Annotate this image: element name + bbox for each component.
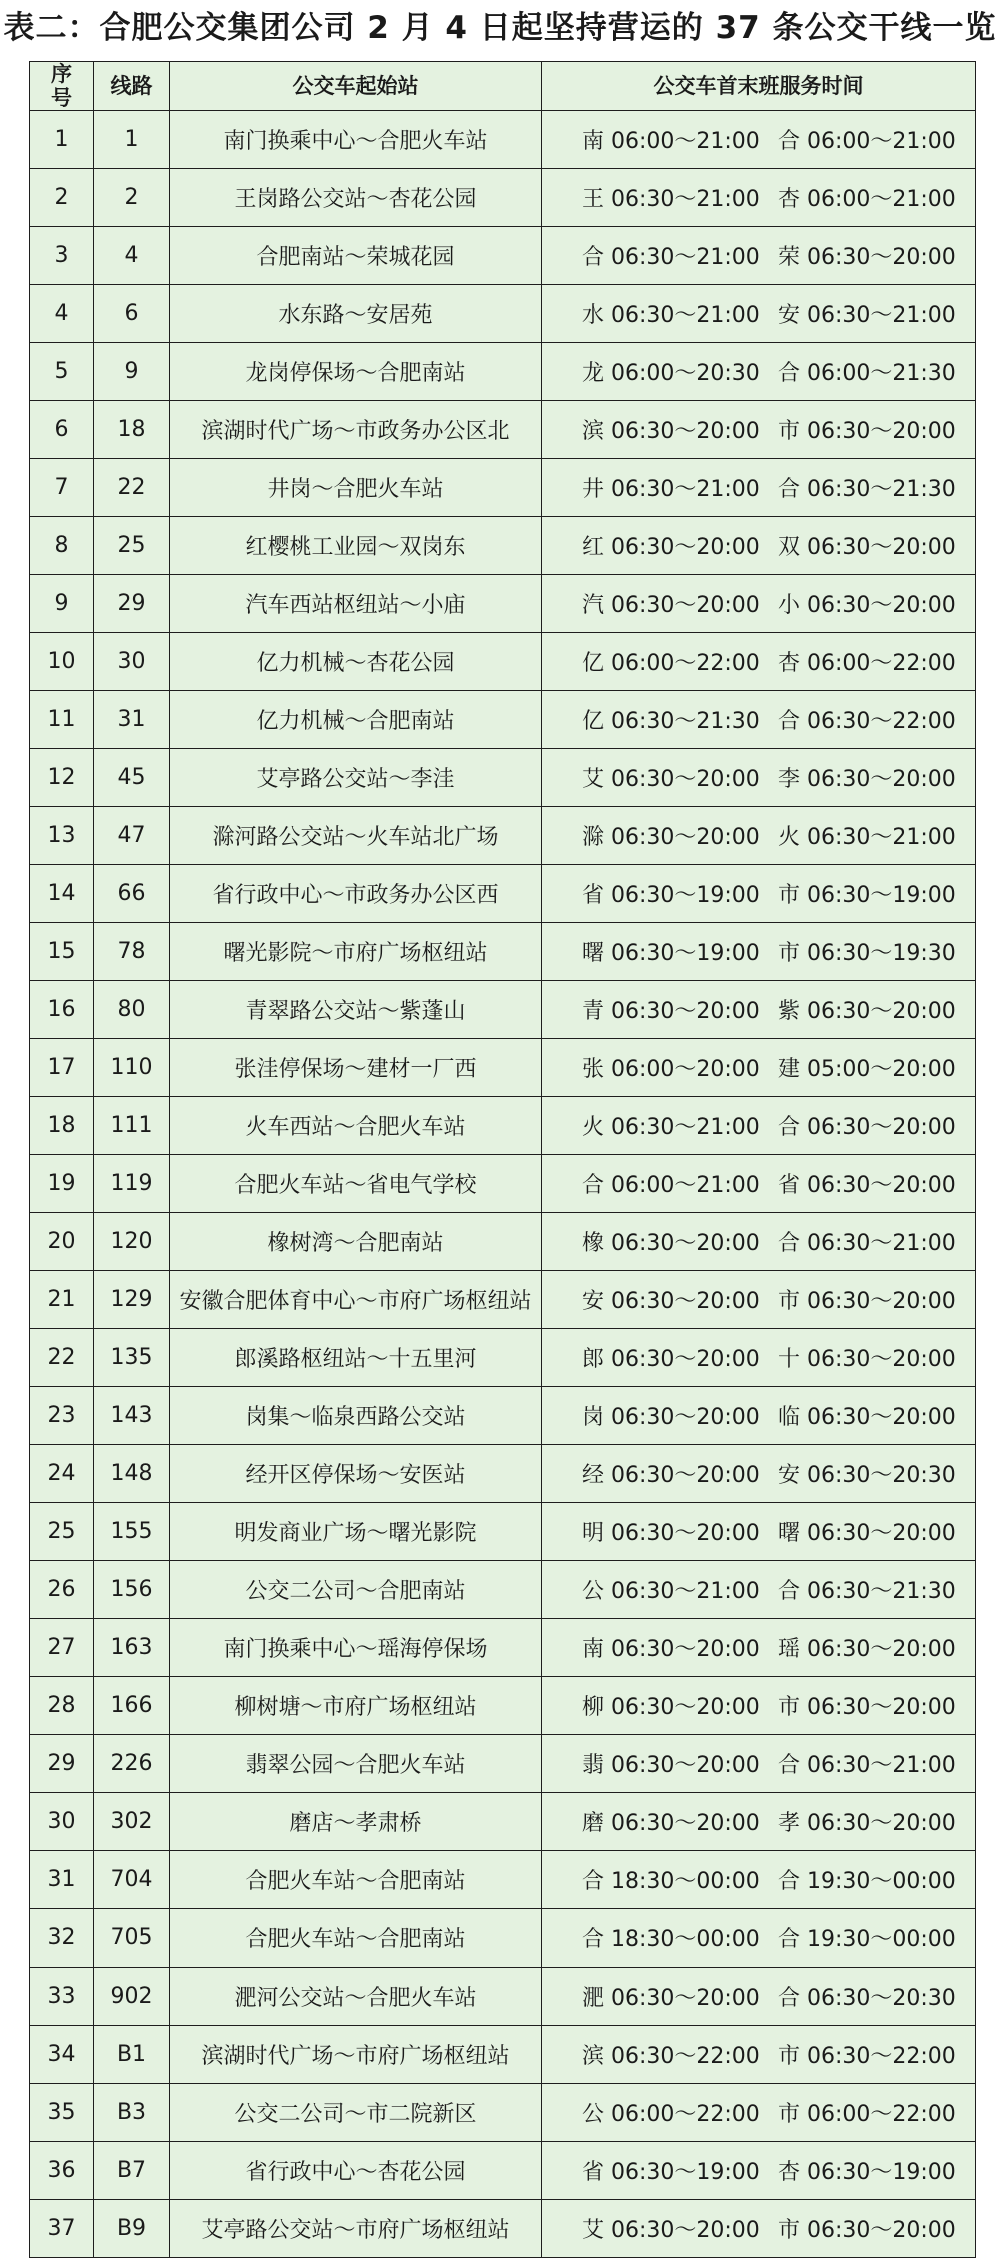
cell-no: 32 <box>30 1909 94 1967</box>
cell-line: 78 <box>94 923 170 981</box>
time-first-terminal: 亿 06:30～21:30 <box>582 709 760 735</box>
time-second-terminal: 合 06:30～20:30 <box>778 1985 956 2011</box>
time-first-terminal: 水 06:30～21:00 <box>582 303 760 329</box>
time-second-terminal: 荣 06:30～20:00 <box>778 245 956 271</box>
cell-time <box>542 2025 976 2083</box>
cell-time <box>542 343 976 401</box>
cell-no: 19 <box>30 1155 94 1213</box>
cell-no: 2 <box>30 169 94 227</box>
time-second-terminal: 小 06:30～20:00 <box>778 593 956 619</box>
time-second-terminal: 杏 06:00～22:00 <box>778 651 956 677</box>
time-second-terminal: 市 06:30～19:00 <box>778 883 956 909</box>
time-first-terminal: 明 06:30～20:00 <box>582 1521 760 1547</box>
table-row <box>30 401 976 459</box>
time-first-terminal: 艾 06:30～20:00 <box>582 767 760 793</box>
cell-route: 艾亭路公交站～市府广场枢纽站 <box>170 2199 542 2257</box>
cell-line: 163 <box>94 1619 170 1677</box>
time-second-terminal: 紫 06:30～20:00 <box>778 999 956 1025</box>
cell-no: 7 <box>30 459 94 517</box>
time-first-terminal: 岗 06:30～20:00 <box>582 1405 760 1431</box>
time-second-terminal: 市 06:30～22:00 <box>778 2043 956 2069</box>
cell-route: 张洼停保场～建材一厂西 <box>170 1039 542 1097</box>
time-first-terminal: 合 18:30～00:00 <box>582 1869 760 1895</box>
table-row <box>30 981 976 1039</box>
time-first-terminal: 磨 06:30～20:00 <box>582 1811 760 1837</box>
time-first-terminal: 省 06:30～19:00 <box>582 2159 760 2185</box>
cell-route: 岗集～临泉西路公交站 <box>170 1387 542 1445</box>
table-row <box>30 459 976 517</box>
cell-line: 119 <box>94 1155 170 1213</box>
cell-line: 66 <box>94 865 170 923</box>
cell-time <box>542 2199 976 2257</box>
cell-line: 704 <box>94 1851 170 1909</box>
cell-time <box>542 923 976 981</box>
cell-no: 21 <box>30 1271 94 1329</box>
time-first-terminal: 滨 06:30～20:00 <box>582 419 760 445</box>
table-row <box>30 343 976 401</box>
table-row <box>30 923 976 981</box>
bus-line-table <box>29 61 976 2258</box>
cell-no: 35 <box>30 2083 94 2141</box>
cell-no: 26 <box>30 1561 94 1619</box>
cell-route: 合肥火车站～省电气学校 <box>170 1155 542 1213</box>
time-first-terminal: 省 06:30～19:00 <box>582 883 760 909</box>
time-first-terminal: 翡 06:30～20:00 <box>582 1753 760 1779</box>
table-row <box>30 1271 976 1329</box>
cell-line: B1 <box>94 2025 170 2083</box>
cell-time <box>542 865 976 923</box>
cell-line: B9 <box>94 2199 170 2257</box>
time-second-terminal: 市 06:30～20:00 <box>778 1695 956 1721</box>
time-second-terminal: 建 05:00～20:00 <box>778 1057 956 1083</box>
time-second-terminal: 省 06:30～20:00 <box>778 1173 956 1199</box>
page-title: 表二：合肥公交集团公司 2 月 4 日起坚持营运的 37 条公交干线一览 <box>3 10 997 46</box>
cell-line: 4 <box>94 227 170 285</box>
cell-time <box>542 2141 976 2199</box>
cell-line: 166 <box>94 1677 170 1735</box>
cell-time <box>542 749 976 807</box>
time-first-terminal: 柳 06:30～20:00 <box>582 1695 760 1721</box>
time-second-terminal: 曙 06:30～20:00 <box>778 1521 956 1547</box>
header-line: 线路 <box>94 62 170 111</box>
time-second-terminal: 合 06:30～20:00 <box>778 1115 956 1141</box>
cell-no: 6 <box>30 401 94 459</box>
cell-route: 艾亭路公交站～李洼 <box>170 749 542 807</box>
cell-line: 902 <box>94 1967 170 2025</box>
time-first-terminal: 火 06:30～21:00 <box>582 1115 760 1141</box>
time-first-terminal: 张 06:00～20:00 <box>582 1057 760 1083</box>
table-row <box>30 1213 976 1271</box>
table-row <box>30 1735 976 1793</box>
cell-time <box>542 1503 976 1561</box>
time-first-terminal: 亿 06:00～22:00 <box>582 651 760 677</box>
cell-line: 135 <box>94 1329 170 1387</box>
cell-line: 45 <box>94 749 170 807</box>
cell-time <box>542 459 976 517</box>
cell-time <box>542 1619 976 1677</box>
cell-time <box>542 1155 976 1213</box>
time-second-terminal: 双 06:30～20:00 <box>778 535 956 561</box>
time-second-terminal: 李 06:30～20:00 <box>778 767 956 793</box>
table-row <box>30 2141 976 2199</box>
cell-no: 3 <box>30 227 94 285</box>
cell-route: 曙光影院～市府广场枢纽站 <box>170 923 542 981</box>
cell-no: 31 <box>30 1851 94 1909</box>
table-row <box>30 633 976 691</box>
cell-no: 25 <box>30 1503 94 1561</box>
cell-route: 柳树塘～市府广场枢纽站 <box>170 1677 542 1735</box>
cell-no: 29 <box>30 1735 94 1793</box>
cell-time <box>542 111 976 169</box>
time-second-terminal: 合 06:30～21:00 <box>778 1231 956 1257</box>
table-row <box>30 1677 976 1735</box>
time-second-terminal: 市 06:30～20:00 <box>778 419 956 445</box>
cell-route: 红樱桃工业园～双岗东 <box>170 517 542 575</box>
cell-route: 经开区停保场～安医站 <box>170 1445 542 1503</box>
cell-route: 公交二公司～市二院新区 <box>170 2083 542 2141</box>
cell-time <box>542 227 976 285</box>
cell-time <box>542 1909 976 1967</box>
cell-route: 王岗路公交站～杏花公园 <box>170 169 542 227</box>
cell-line: 120 <box>94 1213 170 1271</box>
time-first-terminal: 合 18:30～00:00 <box>582 1927 760 1953</box>
table-row <box>30 1503 976 1561</box>
cell-route: 翡翠公园～合肥火车站 <box>170 1735 542 1793</box>
cell-time <box>542 1271 976 1329</box>
cell-line: B7 <box>94 2141 170 2199</box>
time-second-terminal: 瑶 06:30～20:00 <box>778 1637 956 1663</box>
table-row <box>30 1967 976 2025</box>
table-row <box>30 1793 976 1851</box>
cell-route: 郎溪路枢纽站～十五里河 <box>170 1329 542 1387</box>
table-row <box>30 807 976 865</box>
time-first-terminal: 安 06:30～20:00 <box>582 1289 760 1315</box>
cell-line: 705 <box>94 1909 170 1967</box>
cell-no: 11 <box>30 691 94 749</box>
cell-time <box>542 691 976 749</box>
table-header <box>30 62 976 111</box>
time-first-terminal: 橡 06:30～20:00 <box>582 1231 760 1257</box>
cell-time <box>542 2083 976 2141</box>
time-first-terminal: 郎 06:30～20:00 <box>582 1347 760 1373</box>
time-second-terminal: 合 06:30～21:00 <box>778 1753 956 1779</box>
time-first-terminal: 青 06:30～20:00 <box>582 999 760 1025</box>
cell-time <box>542 1735 976 1793</box>
cell-line: 2 <box>94 169 170 227</box>
table-row <box>30 1445 976 1503</box>
cell-line: 22 <box>94 459 170 517</box>
cell-time <box>542 1851 976 1909</box>
cell-no: 37 <box>30 2199 94 2257</box>
cell-line: 148 <box>94 1445 170 1503</box>
time-first-terminal: 龙 06:00～20:30 <box>582 361 760 387</box>
cell-line: 25 <box>94 517 170 575</box>
cell-time <box>542 1793 976 1851</box>
cell-route: 公交二公司～合肥南站 <box>170 1561 542 1619</box>
cell-no: 16 <box>30 981 94 1039</box>
cell-time <box>542 1561 976 1619</box>
cell-line: 30 <box>94 633 170 691</box>
time-first-terminal: 红 06:30～20:00 <box>582 535 760 561</box>
cell-time <box>542 1967 976 2025</box>
time-second-terminal: 合 06:30～21:30 <box>778 477 956 503</box>
cell-line: 156 <box>94 1561 170 1619</box>
cell-route: 南门换乘中心～合肥火车站 <box>170 111 542 169</box>
table-row <box>30 169 976 227</box>
cell-line: B3 <box>94 2083 170 2141</box>
cell-route: 橡树湾～合肥南站 <box>170 1213 542 1271</box>
table-row <box>30 517 976 575</box>
table-row <box>30 1909 976 1967</box>
time-second-terminal: 杏 06:00～21:00 <box>778 187 956 213</box>
cell-no: 10 <box>30 633 94 691</box>
time-second-terminal: 合 06:00～21:00 <box>778 129 956 154</box>
cell-no: 24 <box>30 1445 94 1503</box>
cell-time <box>542 1039 976 1097</box>
cell-no: 8 <box>30 517 94 575</box>
time-first-terminal: 滨 06:30～22:00 <box>582 2043 760 2069</box>
time-second-terminal: 市 06:30～19:30 <box>778 941 956 967</box>
cell-line: 1 <box>94 111 170 169</box>
table-row <box>30 1851 976 1909</box>
table-row <box>30 1097 976 1155</box>
cell-route: 火车西站～合肥火车站 <box>170 1097 542 1155</box>
time-second-terminal: 合 06:30～21:30 <box>778 1579 956 1605</box>
cell-no: 5 <box>30 343 94 401</box>
cell-time <box>542 169 976 227</box>
cell-route: 亿力机械～杏花公园 <box>170 633 542 691</box>
cell-line: 6 <box>94 285 170 343</box>
time-first-terminal: 曙 06:30～19:00 <box>582 941 760 967</box>
cell-no: 12 <box>30 749 94 807</box>
cell-line: 18 <box>94 401 170 459</box>
cell-route: 南门换乘中心～瑶海停保场 <box>170 1619 542 1677</box>
time-second-terminal: 合 19:30～00:00 <box>778 1927 956 1953</box>
cell-no: 22 <box>30 1329 94 1387</box>
cell-line: 111 <box>94 1097 170 1155</box>
cell-no: 13 <box>30 807 94 865</box>
cell-no: 1 <box>30 111 94 169</box>
cell-time <box>542 401 976 459</box>
header-no <box>30 62 94 111</box>
table-body <box>30 111 976 2258</box>
time-first-terminal: 南 06:30～20:00 <box>582 1637 760 1663</box>
time-second-terminal: 杏 06:30～19:00 <box>778 2159 956 2185</box>
table-row <box>30 1561 976 1619</box>
time-second-terminal: 十 06:30～20:00 <box>778 1347 956 1373</box>
table-row <box>30 1619 976 1677</box>
time-first-terminal: 淝 06:30～20:00 <box>582 1985 760 2011</box>
cell-no: 30 <box>30 1793 94 1851</box>
time-second-terminal: 合 06:30～22:00 <box>778 709 956 735</box>
cell-route: 合肥火车站～合肥南站 <box>170 1909 542 1967</box>
time-first-terminal: 滁 06:30～20:00 <box>582 825 760 851</box>
cell-no: 17 <box>30 1039 94 1097</box>
cell-route: 水东路～安居苑 <box>170 285 542 343</box>
header-time: 公交车首末班服务时间 <box>542 62 976 111</box>
cell-time <box>542 1387 976 1445</box>
cell-route: 汽车西站枢纽站～小庙 <box>170 575 542 633</box>
cell-time <box>542 285 976 343</box>
time-first-terminal: 公 06:30～21:00 <box>582 1579 760 1605</box>
time-second-terminal: 市 06:30～20:00 <box>778 2217 956 2243</box>
cell-no: 14 <box>30 865 94 923</box>
cell-time <box>542 981 976 1039</box>
cell-route: 龙岗停保场～合肥南站 <box>170 343 542 401</box>
cell-route: 滨湖时代广场～市政务办公区北 <box>170 401 542 459</box>
time-first-terminal: 王 06:30～21:00 <box>582 187 760 213</box>
table-row <box>30 2025 976 2083</box>
time-second-terminal: 孝 06:30～20:00 <box>778 1811 956 1837</box>
cell-time <box>542 575 976 633</box>
cell-line: 302 <box>94 1793 170 1851</box>
cell-time <box>542 1677 976 1735</box>
cell-no: 23 <box>30 1387 94 1445</box>
time-first-terminal: 合 06:30～21:00 <box>582 245 760 271</box>
table-row <box>30 1329 976 1387</box>
table-row <box>30 1039 976 1097</box>
cell-line: 31 <box>94 691 170 749</box>
table-row <box>30 749 976 807</box>
time-second-terminal: 市 06:30～20:00 <box>778 1289 956 1315</box>
cell-no: 36 <box>30 2141 94 2199</box>
cell-line: 226 <box>94 1735 170 1793</box>
time-second-terminal: 合 06:00～21:30 <box>778 361 956 387</box>
cell-line: 110 <box>94 1039 170 1097</box>
header-route: 公交车起始站 <box>170 62 542 111</box>
time-first-terminal: 经 06:30～20:00 <box>582 1463 760 1489</box>
cell-route: 淝河公交站～合肥火车站 <box>170 1967 542 2025</box>
time-first-terminal: 艾 06:30～20:00 <box>582 2217 760 2243</box>
cell-line: 155 <box>94 1503 170 1561</box>
cell-no: 18 <box>30 1097 94 1155</box>
cell-time <box>542 517 976 575</box>
cell-route: 井岗～合肥火车站 <box>170 459 542 517</box>
cell-no: 15 <box>30 923 94 981</box>
cell-route: 合肥火车站～合肥南站 <box>170 1851 542 1909</box>
time-first-terminal: 南 06:00～21:00 <box>582 129 760 154</box>
table-row <box>30 2083 976 2141</box>
cell-no: 4 <box>30 285 94 343</box>
table-row <box>30 285 976 343</box>
cell-time <box>542 1097 976 1155</box>
table-row <box>30 227 976 285</box>
cell-time <box>542 1329 976 1387</box>
table-row <box>30 865 976 923</box>
time-second-terminal: 安 06:30～20:30 <box>778 1463 956 1489</box>
time-first-terminal: 井 06:30～21:00 <box>582 477 760 503</box>
time-second-terminal: 市 06:00～22:00 <box>778 2101 956 2127</box>
cell-route: 滁河路公交站～火车站北广场 <box>170 807 542 865</box>
cell-route: 青翠路公交站～紫蓬山 <box>170 981 542 1039</box>
cell-route: 滨湖时代广场～市府广场枢纽站 <box>170 2025 542 2083</box>
table-row <box>30 575 976 633</box>
time-first-terminal: 公 06:00～22:00 <box>582 2101 760 2127</box>
cell-route: 省行政中心～杏花公园 <box>170 2141 542 2199</box>
cell-line: 129 <box>94 1271 170 1329</box>
cell-route: 磨店～孝肃桥 <box>170 1793 542 1851</box>
cell-no: 20 <box>30 1213 94 1271</box>
cell-route: 省行政中心～市政务办公区西 <box>170 865 542 923</box>
time-second-terminal: 火 06:30～21:00 <box>778 825 956 851</box>
time-second-terminal: 安 06:30～21:00 <box>778 303 956 329</box>
cell-line: 143 <box>94 1387 170 1445</box>
cell-no: 28 <box>30 1677 94 1735</box>
cell-time <box>542 1445 976 1503</box>
cell-no: 34 <box>30 2025 94 2083</box>
cell-line: 9 <box>94 343 170 401</box>
cell-time <box>542 807 976 865</box>
table-row <box>30 1387 976 1445</box>
time-first-terminal: 汽 06:30～20:00 <box>582 593 760 619</box>
cell-time <box>542 1213 976 1271</box>
cell-route: 安徽合肥体育中心～市府广场枢纽站 <box>170 1271 542 1329</box>
cell-time <box>542 633 976 691</box>
cell-route: 亿力机械～合肥南站 <box>170 691 542 749</box>
header-no-label: 序号 <box>51 62 72 110</box>
cell-line: 80 <box>94 981 170 1039</box>
cell-route: 明发商业广场～曙光影院 <box>170 1503 542 1561</box>
cell-no: 33 <box>30 1967 94 2025</box>
cell-no: 9 <box>30 575 94 633</box>
time-first-terminal: 合 06:00～21:00 <box>582 1173 760 1199</box>
cell-line: 47 <box>94 807 170 865</box>
table-row <box>30 691 976 749</box>
time-second-terminal: 临 06:30～20:00 <box>778 1405 956 1431</box>
table-row <box>30 2199 976 2257</box>
cell-route: 合肥南站～荣城花园 <box>170 227 542 285</box>
cell-line: 29 <box>94 575 170 633</box>
table-row <box>30 111 976 169</box>
cell-no: 27 <box>30 1619 94 1677</box>
table-row <box>30 1155 976 1213</box>
time-second-terminal: 合 19:30～00:00 <box>778 1869 956 1895</box>
